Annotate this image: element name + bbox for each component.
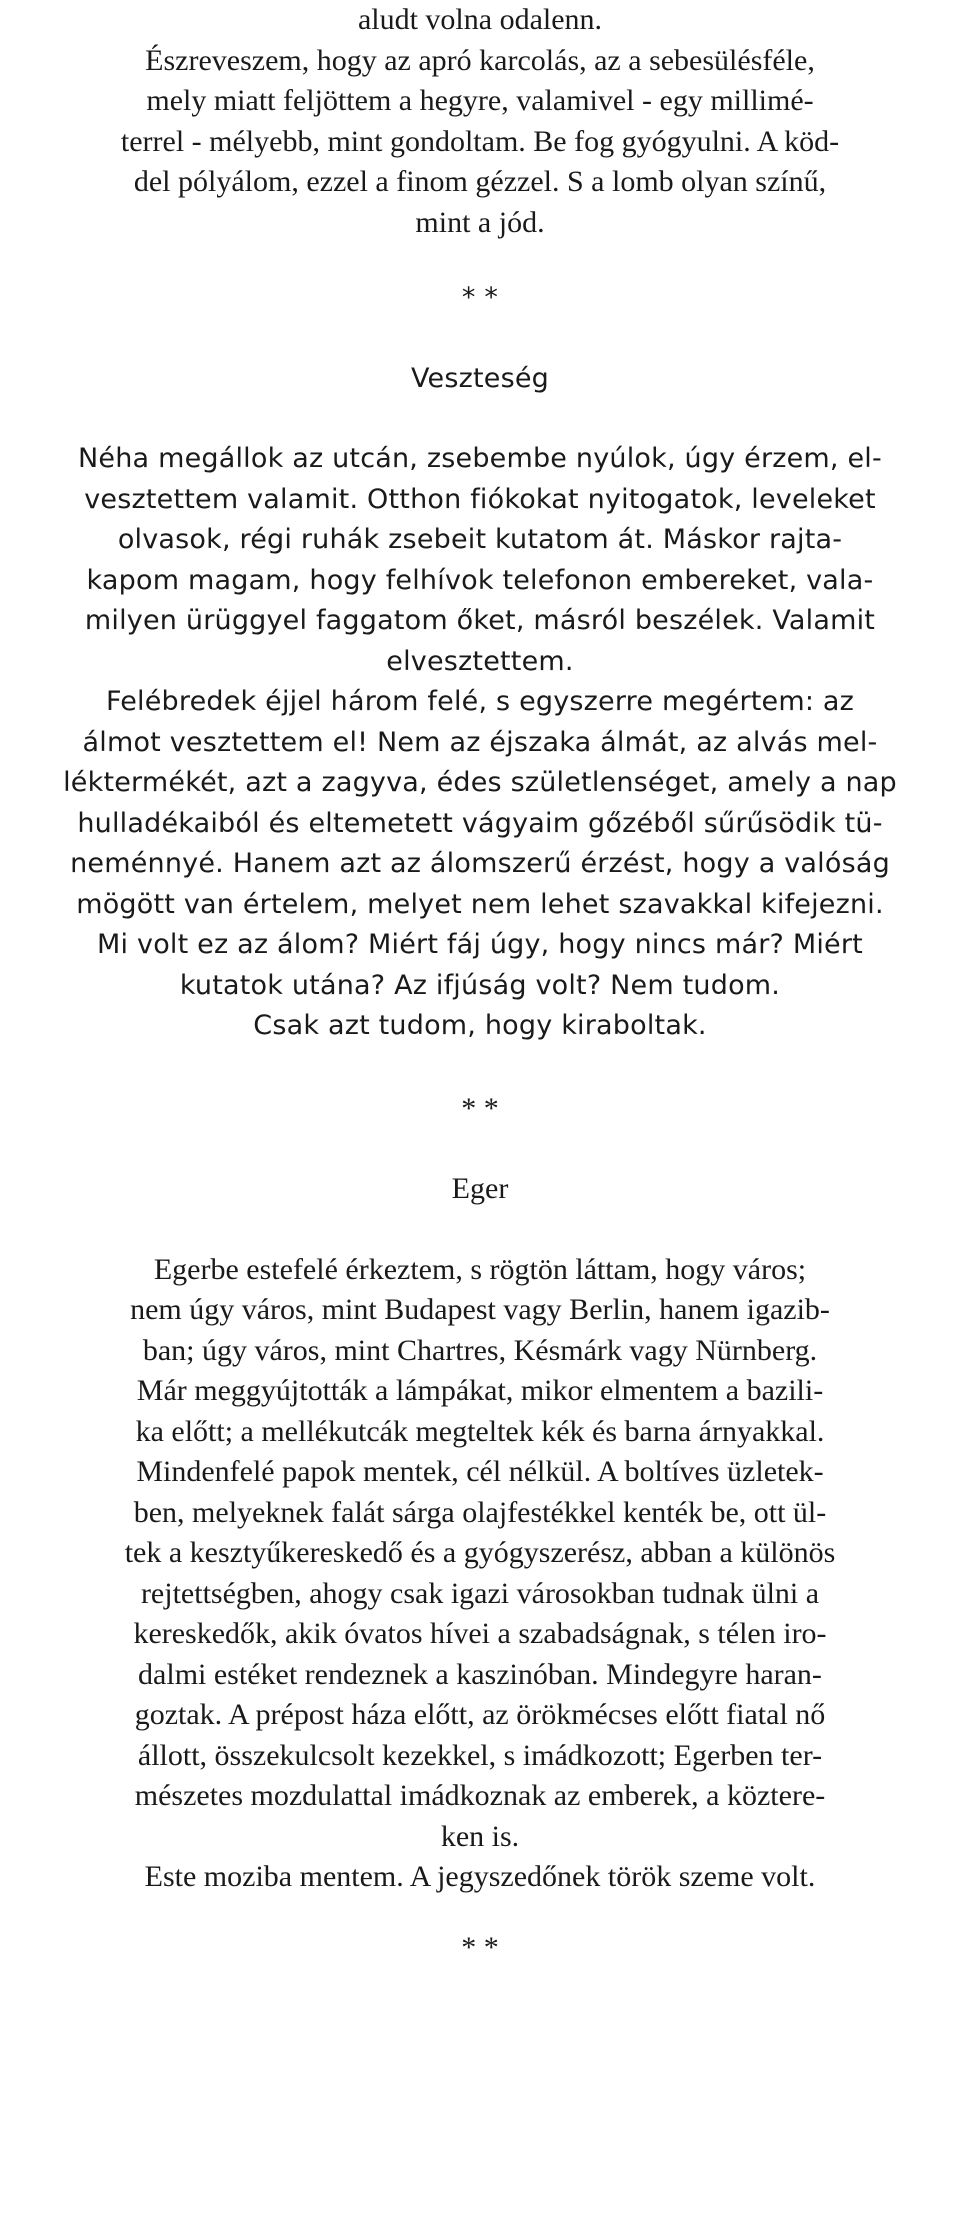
text-line: kereskedők, akik óvatos hívei a szabadságnak, s télen iro- (133, 1617, 827, 1650)
text-line: álmot vesztettem el! Nem az éjszaka álmát, az alvás mel- (82, 726, 878, 758)
text-line: kutatok utána? Az ifjúság volt? Nem tudom. (179, 969, 781, 1001)
text-line: Felébredek éjjel három felé, s egyszerre megértem: az (105, 686, 855, 717)
text-line: állott, összekulcsolt kezekkel, s imádkozott; Egerben ter- (137, 1738, 823, 1772)
intro-paragraph (22, 0, 938, 243)
text-line: vesztettem valamit. Otthon fiókokat nyitogatok, leveleket (84, 483, 876, 515)
text-line: terrel - mélyebb, mint gondoltam. Be fog gyógyulni. A köd- (120, 124, 840, 158)
text-line: Néha megállok az utcán, zsebembe nyúlok, úgy érzem, el- (78, 443, 882, 474)
text-line: mely miatt feljöttem a hegyre, valamivel - egy millimé- (146, 84, 814, 117)
section-separator: * * (461, 282, 499, 313)
section-title-eger: Eger (451, 1172, 509, 1205)
section-separator: * * (461, 1930, 499, 1964)
text-line: Mindenfelé papok mentek, cél nélkül. A boltíves üzletek- (136, 1455, 824, 1488)
text-line: ken is. (440, 1819, 520, 1853)
text-line: Mi volt ez az álom? Miért fáj úgy, hogy nincs már? Miért (97, 929, 863, 960)
text-line: kapom magam, hogy felhívok telefonon embereket, vala- (86, 564, 874, 596)
text-line: ben, melyeknek falát sárga olajfestékkel kenték be, ott ül- (133, 1495, 827, 1529)
text-line: mint a jód. (415, 205, 545, 239)
text-line: elvesztettem. (386, 645, 574, 677)
text-line: Egerbe estefelé érkeztem, s rögtön láttam, hogy város; (153, 1252, 807, 1286)
veszteseg-body (22, 439, 938, 1047)
text-line: hulladékaiból és eltemetett vágyaim gőzéből sűrűsödik tü- (77, 807, 883, 839)
text-line: milyen ürüggyel faggatom őket, másról beszélek. Valamit (84, 605, 876, 636)
section-title-veszteseg: Veszteség (410, 362, 550, 394)
text-line: mögött van értelem, melyet nem lehet szavakkal kifejezni. (76, 888, 884, 920)
text-line: rejtettségben, ahogy csak igazi városokban tudnak ülni a (140, 1576, 820, 1610)
text-line: aludt volna odalenn. (357, 3, 603, 36)
text-line: ka előtt; a mellékutcák megteltek kék és barna árnyakkal. (135, 1414, 825, 1448)
text-line: Észreveszem, hogy az apró karcolás, az a sebesülésféle, (145, 43, 815, 77)
text-line: Csak azt tudom, hogy kiraboltak. (253, 1010, 707, 1041)
text-line: Már meggyújtották a lámpákat, mikor elmentem a bazili- (136, 1374, 824, 1407)
text-line: olvasok, régi ruhák zsebeit kutatom át. Máskor rajta- (117, 524, 843, 555)
text-line: ban; úgy város, mint Chartres, Késmárk vagy Nürnberg. (142, 1333, 818, 1367)
text-line: Este moziba mentem. A jegyszedőnek török szeme volt. (144, 1860, 816, 1893)
text-line: tek a kesztyűkereskedő és a gyógyszerész, abban a különös (124, 1536, 836, 1569)
text-line: neménnyé. Hanem azt az álomszerű érzést, hogy a valóság (70, 848, 890, 879)
section-separator: * * (461, 1091, 499, 1125)
text-line: dalmi estéket rendeznek a kaszinóban. Mindegyre haran- (138, 1657, 822, 1691)
text-line: del pólyálom, ezzel a finom gézzel. S a lomb olyan színű, (133, 165, 827, 198)
text-line: nem úgy város, mint Budapest vagy Berlin, hanem igazib- (130, 1293, 830, 1326)
text-line: goztak. A prépost háza előtt, az örökmécses előtt fiatal nő (134, 1698, 826, 1731)
eger-body (22, 1250, 938, 1898)
text-line: léktermékét, azt a zagyva, édes születlenséget, amely a nap (63, 767, 897, 798)
text-line: mészetes mozdulattal imádkoznak az emberek, a köztere- (134, 1779, 826, 1812)
